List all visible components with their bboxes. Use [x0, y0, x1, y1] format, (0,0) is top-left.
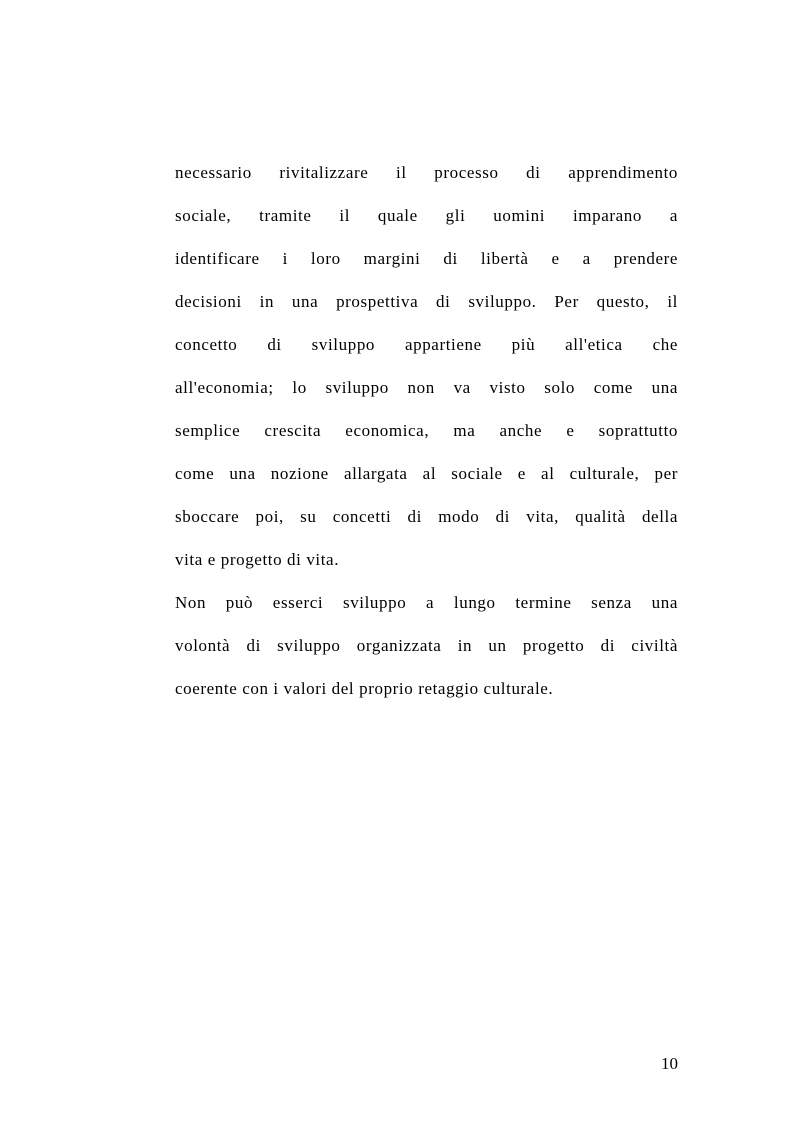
text-line: Non può esserci sviluppo a lungo termine senza una: [175, 593, 678, 612]
text-line: identificare i loro margini di libertà e a prendere: [175, 249, 678, 268]
text-line: all'economia; lo sviluppo non va visto solo come una: [175, 378, 678, 397]
body-text: [175, 159, 678, 718]
text-line: come una nozione allargata al sociale e al culturale, per: [175, 464, 678, 483]
text-line: vita e progetto di vita.: [175, 550, 340, 569]
text-line: coerente con i valori del proprio retaggio culturale.: [175, 679, 554, 698]
text-line: decisioni in una prospettiva di sviluppo. Per questo, il: [175, 292, 678, 311]
text-line: concetto di sviluppo appartiene più all'etica che: [175, 335, 678, 354]
page-number: 10: [661, 1054, 678, 1073]
text-line: semplice crescita economica, ma anche e soprattutto: [175, 421, 678, 440]
text-line: sboccare poi, su concetti di modo di vita, qualità della: [175, 507, 678, 526]
text-line: sociale, tramite il quale gli uomini imparano a: [175, 206, 678, 225]
text-line: necessario rivitalizzare il processo di apprendimento: [175, 163, 678, 182]
text-line: volontà di sviluppo organizzata in un progetto di civiltà: [175, 636, 678, 655]
